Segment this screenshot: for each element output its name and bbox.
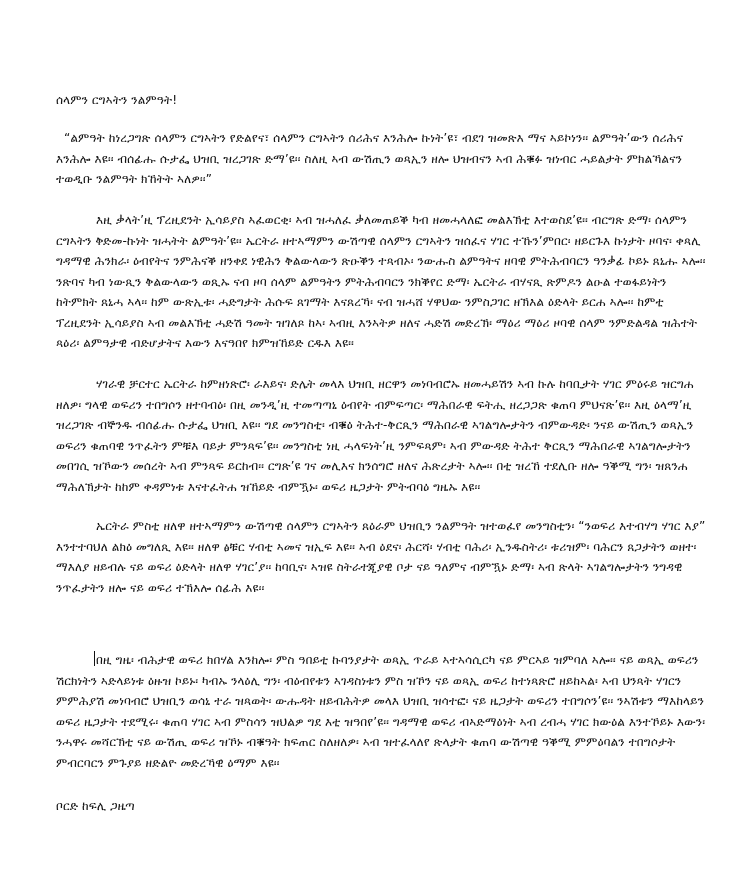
greeting-line: ሰላምን ርግኣትን ንልምዓት! <box>56 93 178 107</box>
body-paragraph-4 <box>56 650 706 773</box>
body-paragraph-2: ሃገራዊ ቻርተር ኤርትራ ከምዘነጽሮ፡ ራእይና፡ ድሌት መላእ ህዝቢ ዘርዋን መነባብሮኡ ዘመሓይሽን ኣብ ኩሉ ከባቢታት ሃገር ምዕሩይ ዝርግሐ ዘለዎ፡ ግላዊ ወፍሪን ተበግሶን ዘተባብዕ፡ በዚ መንዲ’ዚ ተመጣጣኒ ዕብየት ብምፍጣር፡ ማሕበራዊ ፍትሒ ዘረጋጋጽ ቁጠባ ምህናጽ’ዩ፡፡ እዚ ዕላማ’ዚ ዝረጋገጽ ብኞንዱ ብሰፊሑ ሱታፌ ህዝቢ እዩ፡፡ ግደ መንግስቲ፡ ብቑዕ ትሕተ-ቅርጺን ማሕበራዊ ኣገልግሎታትን ብምውዳድ፡ ንናይ ውሽጢን ወጻኢን ወፍሪን ቁጠባዊ ንጥፈትን ምቹእ ባይታ ምንጻፍ’ዩ፡፡ መንግስቲ ነዚ ሓላፍነት’ዚ ንምፍጻም፡ ኣብ ምውዳድ ትሕተ ቅርጺን ማሕበራዊ ኣገልግሎታትን መበገሲ ዝኾውን መሰረት ኣብ ምንጻፍ ይርከብ፡፡ ርግጽ’ዩ ገና መሊእና ክንሰግሮ ዘለና ሕጽረታት ኣሎ፡፡ በቲ ዝረኸ ተደሊቡ ዘሎ ዓቕሚ ግን፡ ዝጸንሐ ማሕለኽታት ከከም ቀዳምነቱ እናተፈትሐ ዝኸይድ ብምዃኑ፡ ወፍሪ ዜጋታት ምትብባዕ ግዜኡ እዩ፡፡ <box>56 377 694 494</box>
body-paragraph-1: እዚ ቃላት’ዚ ፕረዚደንት ኢሳይያስ ኣፈወርቂ፡ ኣብ ዝሓለፈ ቃለመጠይቕ ካብ ዘመሓላለፎ መልእኽቲ እተወስደ’ዩ፡፡ ብርግጽ ድማ፡ ሰላምን ርግኣትን ቅድመ-ኩነት ዝሓትት ልምዓት’ዩ፡፡ ኤርትራ ዘተኣማምን ውሽጣዊ ሰላምን ርግኣትን ዝሰፈና ሃገር ተኹን’ምበር፡ ዘይርጉእ ኩነታት ዞባና፡ ቀጻሊ ግዳማዊ ሕንክራ፡ ዕብየትና ንምሕናቕ ዘንቀደ ነዊሕን ቅልውላውን ጽዑቕን ተጻብኦ፡ ንውሑስ ልምዓትና ዘባዊ ምትሕብባርን ዓንቃፊ ኮይኑ ጸኒሑ ኣሎ፡፡ ንጽባና ካብ ነውጺን ቅልውላውን ወጺኡ ናብ ዞባ ሰላም ልምዓትን ምትሕብባርን ንክቕየር ድማ፡ ኤርትራ ብሃናጺ ጽምዶን ልዑል ተወፋይነትን ከትምክት ጸኒሓ ኣላ፡፡ ከም ውጽኢቱ፡ ሓድግታት ሕሱፍ ጸገማት እናጸረኻ፡ ናብ ዝሓሸ ሃዋህው ንምስጋገር ዘኽእል ዕድላት ይርሐ ኣሎ፡፡ ከምቲ ፕረዚደንት ኢሳይያስ ኣብ መልእኽቲ ሓድሽ ዓመት ዝገለጾ ከኣ፡ ኣብዚ እንኣትዎ ዘለና ሓድሽ መድረኽ፡ ማዕሪ ማዕሪ ዞባዊ ሰላም ንምድልዳል ዝሕተት ጻዕሪ፡ ልምዓታዊ ብድሆታትና እውን እናዓበየ ክምዝኸይድ ርዱእ እዩ፡፡ <box>56 213 706 350</box>
signature-line: ቦርድ ከፍሊ ጋዜጣ <box>56 799 135 813</box>
quote-paragraph: “ልምዓት ከነረጋግጽ ሰላምን ርግኣትን የድልየና፣ ሰላምን ርግኣትን ሰሪሕና እንሕሎ ኩነት’ዩ፣ ብደገ ዝመጽእ ማና ኣይኮነን፡፡ ልምዓት’ውን ሰሪሕና እንሕሎ እዩ፡፡ ብሰፊሑ ሱታፌ ህዝቢ ዝረጋገጽ ድማ’ዩ፡፡ ስለዚ ኣብ ውሽጢን ወጻኢን ዘሎ ህዝብናን ኣብ ሕቑፉ ዝነብር ሓይልታት ምክልኻልናን ተወዲቡ ንልምዓት ክኸትት ኣለዎ፡፡” <box>56 131 684 186</box>
body-paragraph-3: ኤርትራ ምስቲ ዘለዋ ዘተኣማምን ውሽጣዊ ሰላምን ርግኣትን ጸዕራም ህዝቢን ንልምዓት ዝተወፈየ መንግስቲን፡ “ንወፍሪ እተብሃግ ሃገር እያ” እንተተባህለ ልክዕ መግለጺ እዩ፡፡ ዘለዋ ፅቹር ሃብቲ ኣመና ዝኢፍ እዩ፡፡ ኣብ ዕደና፡ ሕርሻ፡ ሃብቲ ባሕሪ፡ ኢንዱስትሪ፡ ቱሪዝም፡ ባሕርን ጸጋታትን ወዘተ፡ ማእለያ ዘይብሉ ናይ ወፍሪ ዕድላት ዘለዋ ሃገር’ያ፡፡ ከባቢና፡ ኣዝዩ ስትራተጂያዊ ቦታ ናይ ዓለምና ብምዃኑ ድማ፡ ኣብ ጽላት ኣገልግሎታትን ንግዳዊ ንጥፈታትን ዘሎ ናይ ወፍሪ ተኽእሎ ሰፊሕ እዩ፡፡ <box>56 519 706 595</box>
text-cursor-icon <box>94 651 95 666</box>
body-paragraph-4-text: በዚ ግዜ፡ ብሕታዊ ወፍሪ ክበሃል እንከሎ፡ ምስ ዓበይቲ ኩባንያታት ወጻኢ ጥራይ ኣተኣሳሲርካ ናይ ምርኣይ ዝምባለ ኣሎ፡፡ ናይ ወጻኢ ወፍሪን ሽርክነትን ኣድላይነቱ ዕዙዝ ኮይኑ፡ ካብኡ ንላዕሊ ግን፡ ብዕብየቱን ኣገዳስነቱን ምስ ዝኾን ናይ ወጻኢ ወፍሪ ከተነጻጽሮ ዘይከኣል፡ ኣብ ህንጻት ሃገርን ምምሕያሽ መነባብሮ ህዝቢን ወሳኒ ተራ ዝጻወት፡ ውሑዳት ዘይብሕትዎ መላእ ህዝቢ ዝሳተፎ፡ ናይ ዜጋታት ወፍሪን ተበግሶን’ዩ፡፡ ንኣሽቱን ማእከላይን ወፍሪ ዜጋታት ተደሚሩ፡ ቁጠባ ሃገር ኣብ ምስሳን ዝህልዎ ግደ እቲ ዝዓበየ’ዩ፡፡ ግዳማዊ ወፍሪ ብኣድማዕነት ኣብ ረብሓ ሃገር ክውዕል እንተኾይኑ እውን፡ ንሓዋሩ መሻርኽቲ ናይ ውሽጢ ወፍሪ ዝኾኑ ብቑዓት ክፍጠር ስለዘለዎ፡ ኣብ ዝተፈላለየ ጽላታት ቁጠባ ውሽጣዊ ዓቕሚ ምምዕባልን ተበግሶታት ምብርባርን ምጉያይ ዘድልዮ መድረኻዊ ዕማም እዩ፡፡ <box>56 653 706 770</box>
